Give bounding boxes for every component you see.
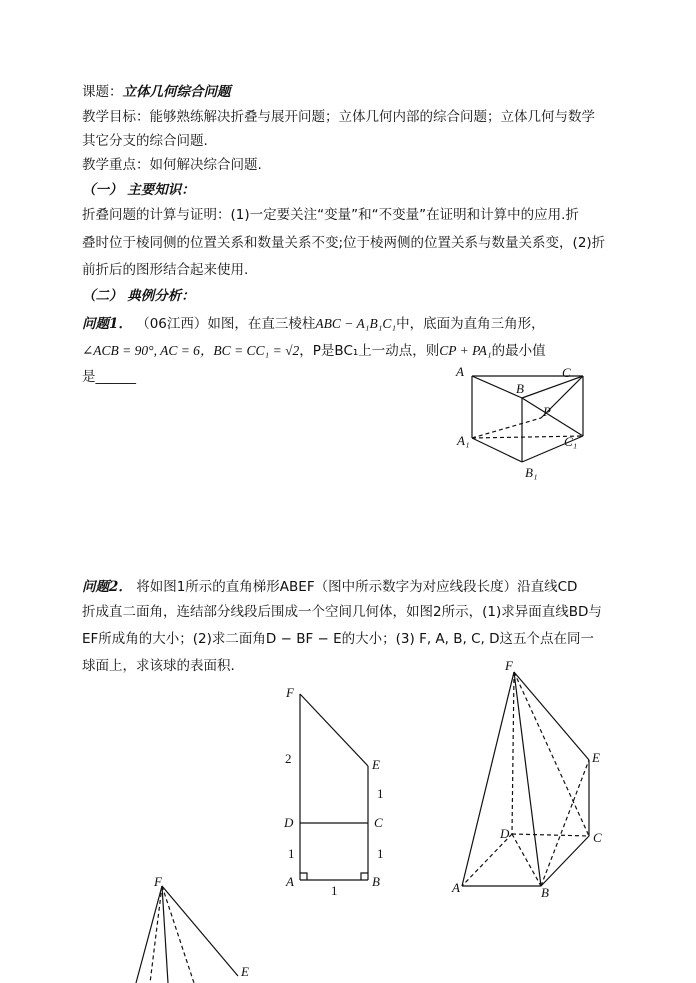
prism-label-b: B (516, 381, 524, 396)
section-main-knowledge: （一） 主要知识： (82, 182, 195, 198)
problem2-line2: 折成直二面角，连结部分线段后围成一个空间几何体，如图2所示，(1)求异面直线BD与 (82, 604, 602, 620)
prism-label-c: C (562, 365, 571, 380)
prism-label-a1: A₁ (457, 433, 470, 448)
fig1-len-ab: 1 (331, 883, 338, 898)
problem1-expr: CP + PA₁ (439, 343, 492, 358)
problem1-angle: ∠ACB = 90°, AC = 6 (82, 343, 200, 358)
knowledge-line3: 前折后的图形结合起来使用. (82, 262, 249, 278)
teaching-goal-line2: 其它分支的综合问题. (82, 133, 208, 149)
fig1-len-fd: 2 (285, 751, 292, 766)
prism-label-p: P (543, 404, 551, 419)
teaching-goal-line1: 教学目标：能够熟练解决折叠与展开问题；立体几何内部的综合问题；立体几何与数学 (82, 109, 595, 125)
prism-label-b1: B₁ (525, 465, 538, 480)
prism-label-c1: C₁ (564, 434, 578, 449)
problem1-label: 问题1． (82, 316, 132, 332)
title-label: 课题： (82, 84, 123, 100)
fig1-label-d: D (284, 815, 294, 830)
problem2-line3: EF所成角的大小；(2)求二面角D − BF − E的大小；(3) F, A, B, C, D这五个点在同一 (82, 631, 594, 647)
prism-label-a: A (456, 364, 464, 379)
fig1-len-cb: 1 (377, 846, 384, 861)
page-title: 立体几何综合问题 (122, 84, 231, 100)
fig1-label-b: B (372, 874, 380, 889)
fig1-len-da: 1 (288, 846, 295, 861)
fig2-label-a: A (452, 880, 460, 895)
fig1-label-e: E (372, 757, 380, 772)
problem1-p: ，P是BC₁上一动点，则 (299, 343, 440, 359)
knowledge-line1: 折叠问题的计算与证明：(1)一定要关注“变量”和“不变量”在证明和计算中的应用.折 (82, 207, 579, 223)
fig2-label-b: B (541, 885, 549, 900)
fig3-label-e: E (241, 964, 249, 979)
problem1-bc: ，BC = CC₁ = √2 (199, 343, 300, 358)
fig2-label-e: E (592, 750, 600, 765)
fig1-label-f: F (286, 685, 294, 700)
fig2-label-c: C (593, 830, 602, 845)
fig3-label-f: F (154, 874, 162, 889)
problem2-text1: 将如图1所示的直角梯形ABEF（图中所示数字为对应线段长度）沿直线CD (136, 579, 578, 595)
problem1-line3: 是______ (82, 369, 136, 385)
section-examples: （二） 典例分析： (82, 288, 195, 304)
fig1-label-a: A (286, 874, 294, 889)
problem2-line4: 球面上，求该球的表面积. (82, 658, 235, 674)
problem1-prism: ABC − A₁B₁C₁ (315, 316, 397, 331)
fig1-len-ec: 1 (377, 786, 384, 801)
fig2-label-d: D (500, 826, 510, 841)
problem2-label: 问题2． (82, 579, 132, 595)
fig2-label-f: F (505, 658, 513, 673)
problem1-min: 的最小值 (491, 343, 546, 359)
problem1-intro-end: 中，底面为直角三角形， (396, 316, 545, 332)
knowledge-line2: 叠时位于棱同侧的位置关系和数量关系不变;位于棱两侧的位置关系与数量关系变，(2)折 (82, 235, 606, 251)
fig1-label-c: C (374, 815, 383, 830)
problem1-intro: （06江西）如图，在直三棱柱 (136, 316, 316, 332)
teaching-focus: 教学重点：如何解决综合问题. (82, 157, 262, 173)
